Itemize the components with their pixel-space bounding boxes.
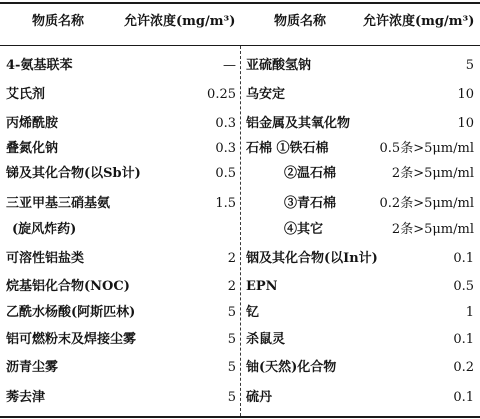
left-substance-name: 莠去津 <box>6 390 46 405</box>
right-substance-name: EPN <box>246 279 278 294</box>
right-concentration-value: 10 <box>457 116 474 131</box>
right-substance-name: 钇 <box>246 305 260 320</box>
right-substance-name: 乌安定 <box>246 87 286 102</box>
right-concentration-value: 0.5条>5μm/ml <box>379 141 474 156</box>
right-substance-name: 铝金属及其氧化物 <box>246 116 351 131</box>
left-substance-name: 锑及其化合物(以Sb计) <box>6 166 141 181</box>
right-substance-name: 硫丹 <box>246 390 273 405</box>
top-rule <box>0 2 480 4</box>
right-concentration-value: 1 <box>465 305 474 320</box>
right-substance-name: 亚硫酸氢钠 <box>246 58 312 73</box>
right-conc-header: 允许浓度(mg/m³) <box>363 14 475 29</box>
left-concentration-value: 5 <box>227 305 236 320</box>
left-concentration-value: 0.3 <box>215 116 236 131</box>
left-substance-name: 烷基铝化合物(NOC) <box>6 279 130 294</box>
left-substance-name: 叠氮化钠 <box>6 141 59 156</box>
left-concentration-value: 0.25 <box>207 87 236 102</box>
right-substance-name: 铀(天然)化合物 <box>246 360 337 375</box>
right-name-header: 物质名称 <box>274 14 327 29</box>
right-substance-name: ④其它 <box>284 222 324 237</box>
column-divider <box>240 46 241 416</box>
left-substance-name: (旋风炸药) <box>12 222 77 237</box>
right-concentration-value: 0.1 <box>453 390 474 405</box>
right-substance-name: 铟及其化合物(以In计) <box>246 251 378 266</box>
right-concentration-value: 10 <box>457 87 474 102</box>
left-concentration-value: 5 <box>227 360 236 375</box>
right-substance-name: ③青石棉 <box>284 196 337 211</box>
left-concentration-value: 1.5 <box>215 196 236 211</box>
right-concentration-value: 2条>5μm/ml <box>391 166 474 181</box>
right-concentration-value: 5 <box>465 58 474 73</box>
left-concentration-value: 2 <box>227 251 236 266</box>
right-concentration-value: 2条>5μm/ml <box>391 222 474 237</box>
left-substance-name: 4-氨基联苯 <box>6 58 73 73</box>
bottom-rule <box>0 416 480 418</box>
left-concentration-value: 5 <box>227 332 236 347</box>
right-concentration-value: 0.2 <box>453 360 474 375</box>
right-concentration-value: 0.5 <box>453 279 474 294</box>
right-substance-name: 杀鼠灵 <box>246 332 286 347</box>
right-substance-name: 石棉 ①铁石棉 <box>246 141 329 156</box>
left-substance-name: 三亚甲基三硝基氨 <box>6 196 111 211</box>
left-concentration-value: 5 <box>227 390 236 405</box>
left-substance-name: 铝可燃粉末及焊接尘雾 <box>6 332 137 347</box>
left-name-header: 物质名称 <box>32 14 85 29</box>
left-concentration-value: 0.5 <box>215 166 236 181</box>
left-substance-name: 乙酰水杨酸(阿斯匹林) <box>6 305 136 320</box>
right-concentration-value: 0.1 <box>453 251 474 266</box>
left-concentration-value: 0.3 <box>215 141 236 156</box>
left-substance-name: 丙烯酰胺 <box>6 116 59 131</box>
left-concentration-value: — <box>223 58 236 73</box>
left-conc-header: 允许浓度(mg/m³) <box>124 14 236 29</box>
right-concentration-value: 0.2条>5μm/ml <box>379 196 474 211</box>
right-concentration-value: 0.1 <box>453 332 474 347</box>
left-substance-name: 沥青尘雾 <box>6 360 59 375</box>
left-substance-name: 艾氏剂 <box>6 87 46 102</box>
left-substance-name: 可溶性铝盐类 <box>6 251 85 266</box>
left-concentration-value: 2 <box>227 279 236 294</box>
right-substance-name: ②温石棉 <box>284 166 337 181</box>
